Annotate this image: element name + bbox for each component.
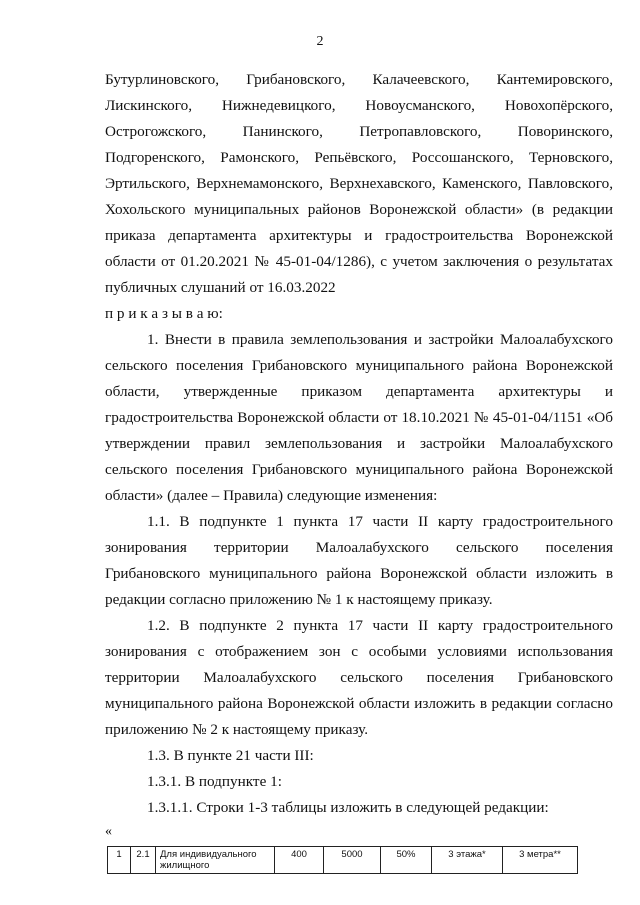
quote-mark: « (105, 824, 112, 839)
body-line: зонирования с отображением зон с особыми условиями использования (105, 643, 613, 660)
order-word: п р и к а з ы в а ю: (105, 305, 223, 322)
table-cell: 50% (381, 847, 432, 874)
table-row (108, 847, 578, 874)
body-line: 1.3.1.1. Строки 1-3 таблицы изложить в следующей редакции: (147, 799, 549, 816)
body-line: 1.2. В подпункте 2 пункта 17 части II карту градостроительного (147, 617, 613, 634)
page-number: 2 (316, 34, 324, 49)
body-line: приказа департамента архитектуры и градостроительства Воронежской (105, 227, 613, 244)
body-line: Острогожского, Панинского, Петропавловского, Поворинского, (105, 123, 613, 140)
body-line: области» (далее – Правила) следующие изменения: (105, 487, 438, 504)
body-line: 1. Внести в правила землепользования и застройки Малоалабухского (147, 331, 613, 348)
body-line: редакции согласно приложению № 1 к настоящему приказу. (105, 591, 493, 608)
table-cell: 5000 (324, 847, 381, 874)
body-line: градостроительства Воронежской области от 18.10.2021 № 45-01-04/1151 «Об (105, 409, 613, 426)
body-line: муниципального района Воронежской области изложить в редакции согласно (105, 695, 613, 712)
zoning-table (107, 846, 578, 874)
table-cell: Для индивидуального жилищного (156, 847, 275, 874)
body-line: публичных слушаний от 16.03.2022 (105, 279, 336, 296)
body-line: 1.3.1. В подпункте 1: (147, 773, 282, 790)
body-line: 1.3. В пункте 21 части III: (147, 747, 314, 764)
body-line: Лискинского, Нижнедевицкого, Новоусманского, Новохопёрского, (105, 97, 613, 114)
body-line: утверждении правил землепользования и застройки Малоалабухского (105, 435, 613, 452)
body-line: области от 01.20.2021 № 45-01-04/1286), с учетом заключения о результатах (105, 253, 613, 270)
body-line: области, утвержденные приказом департамента архитектуры и (105, 383, 613, 400)
body-line: зонирования территории Малоалабухского сельского поселения (105, 539, 613, 556)
table-cell: 3 метра** (503, 847, 578, 874)
table-cell: 1 (108, 847, 131, 874)
body-line: 1.1. В подпункте 1 пункта 17 части II карту градостроительного (147, 513, 613, 530)
table-cell: 3 этажа* (432, 847, 503, 874)
body-line: Грибановского муниципального района Воронежской области изложить в (105, 565, 613, 582)
body-line: Эртильского, Верхнемамонского, Верхнехавского, Каменского, Павловского, (105, 175, 613, 192)
body-line: Хохольского муниципальных районов Воронежской области» (в редакции (105, 201, 613, 218)
table-cell: 400 (275, 847, 324, 874)
table-cell: 2.1 (131, 847, 156, 874)
body-line: сельского поселения Грибановского муниципального района Воронежской (105, 461, 613, 478)
body-line: Подгоренского, Рамонского, Репьёвского, Россошанского, Терновского, (105, 149, 613, 166)
body-line: приложению № 2 к настоящему приказу. (105, 721, 368, 738)
body-line: Бутурлиновского, Грибановского, Калачеевского, Кантемировского, (105, 71, 613, 88)
body-line: территории Малоалабухского сельского поселения Грибановского (105, 669, 613, 686)
body-line: сельского поселения Грибановского муниципального района Воронежской (105, 357, 613, 374)
